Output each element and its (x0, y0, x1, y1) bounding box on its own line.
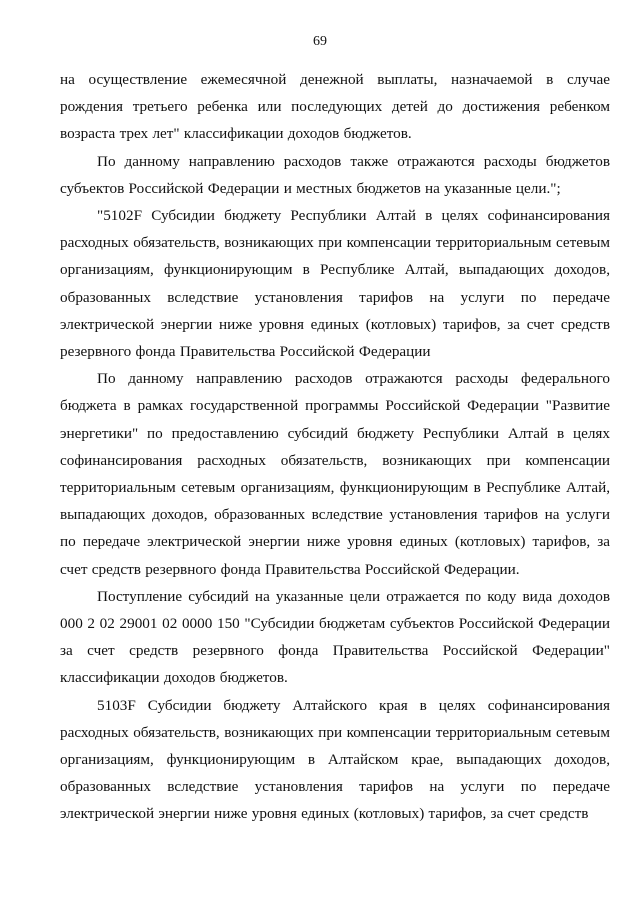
paragraph-expense-note: По данному направлению расходов также отражаются расходы бюджетов субъектов Российской Федерации и местных бюджетов на указанные цели."; (60, 152, 610, 197)
paragraph-code-5102f: "5102F Субсидии бюджету Республики Алтай в целях софинансирования расходных обязательств, возникающих при компенсации территориальным сетевым организациям, функционирующим в Республике Алтай, выпадающих доходов, образованных вследствие установления тарифов на услуги по передаче электрической энергии ниже уровня единых (котловых) тарифов, за счет средств резервного фонда Правительства Российской Федерации (60, 207, 610, 361)
paragraph-code-5103f: 5103F Субсидии бюджету Алтайского края в целях софинансирования расходных обязательств, возникающих при компенсации территориальным сетевым организациям, функционирующим в Алтайском крае, выпадающих доходов, образованных вследствие установления тарифов на услуги по передаче электрической энергии ниже уровня единых (котловых) тарифов, за счет средств (60, 696, 610, 823)
page-number: 69 (313, 34, 327, 49)
paragraph-income-code: Поступление субсидий на указанные цели отражается по коду вида доходов 000 2 02 29001 02 0000 150 "Субсидии бюджетам субъектов Российской Федерации за счет средств резервного фонда Правительства Российской Федерации" классификации доходов бюджетов. (60, 587, 610, 687)
paragraph-5102f-description: По данному направлению расходов отражаются расходы федерального бюджета в рамках государственной программы Российской Федерации "Развитие энергетики" по предоставлению субсидий бюджету Республики Алтай в целях софинансирования расходных обязательств, возникающих при компенсации территориальным сетевым организациям, функционирующим в Республике Алтай, выпадающих доходов, образованных вследствие установления тарифов на услуги по передаче электрической энергии ниже уровня единых (котловых) тарифов, за счет средств резервного фонда Правительства Российской Федерации. (60, 370, 610, 578)
paragraph-continuation: на осуществление ежемесячной денежной выплаты, назначаемой в случае рождения третьего ребенка или последующих детей до достижения ребенком возраста трех лет" классификации доходов бюджетов. (60, 71, 610, 143)
